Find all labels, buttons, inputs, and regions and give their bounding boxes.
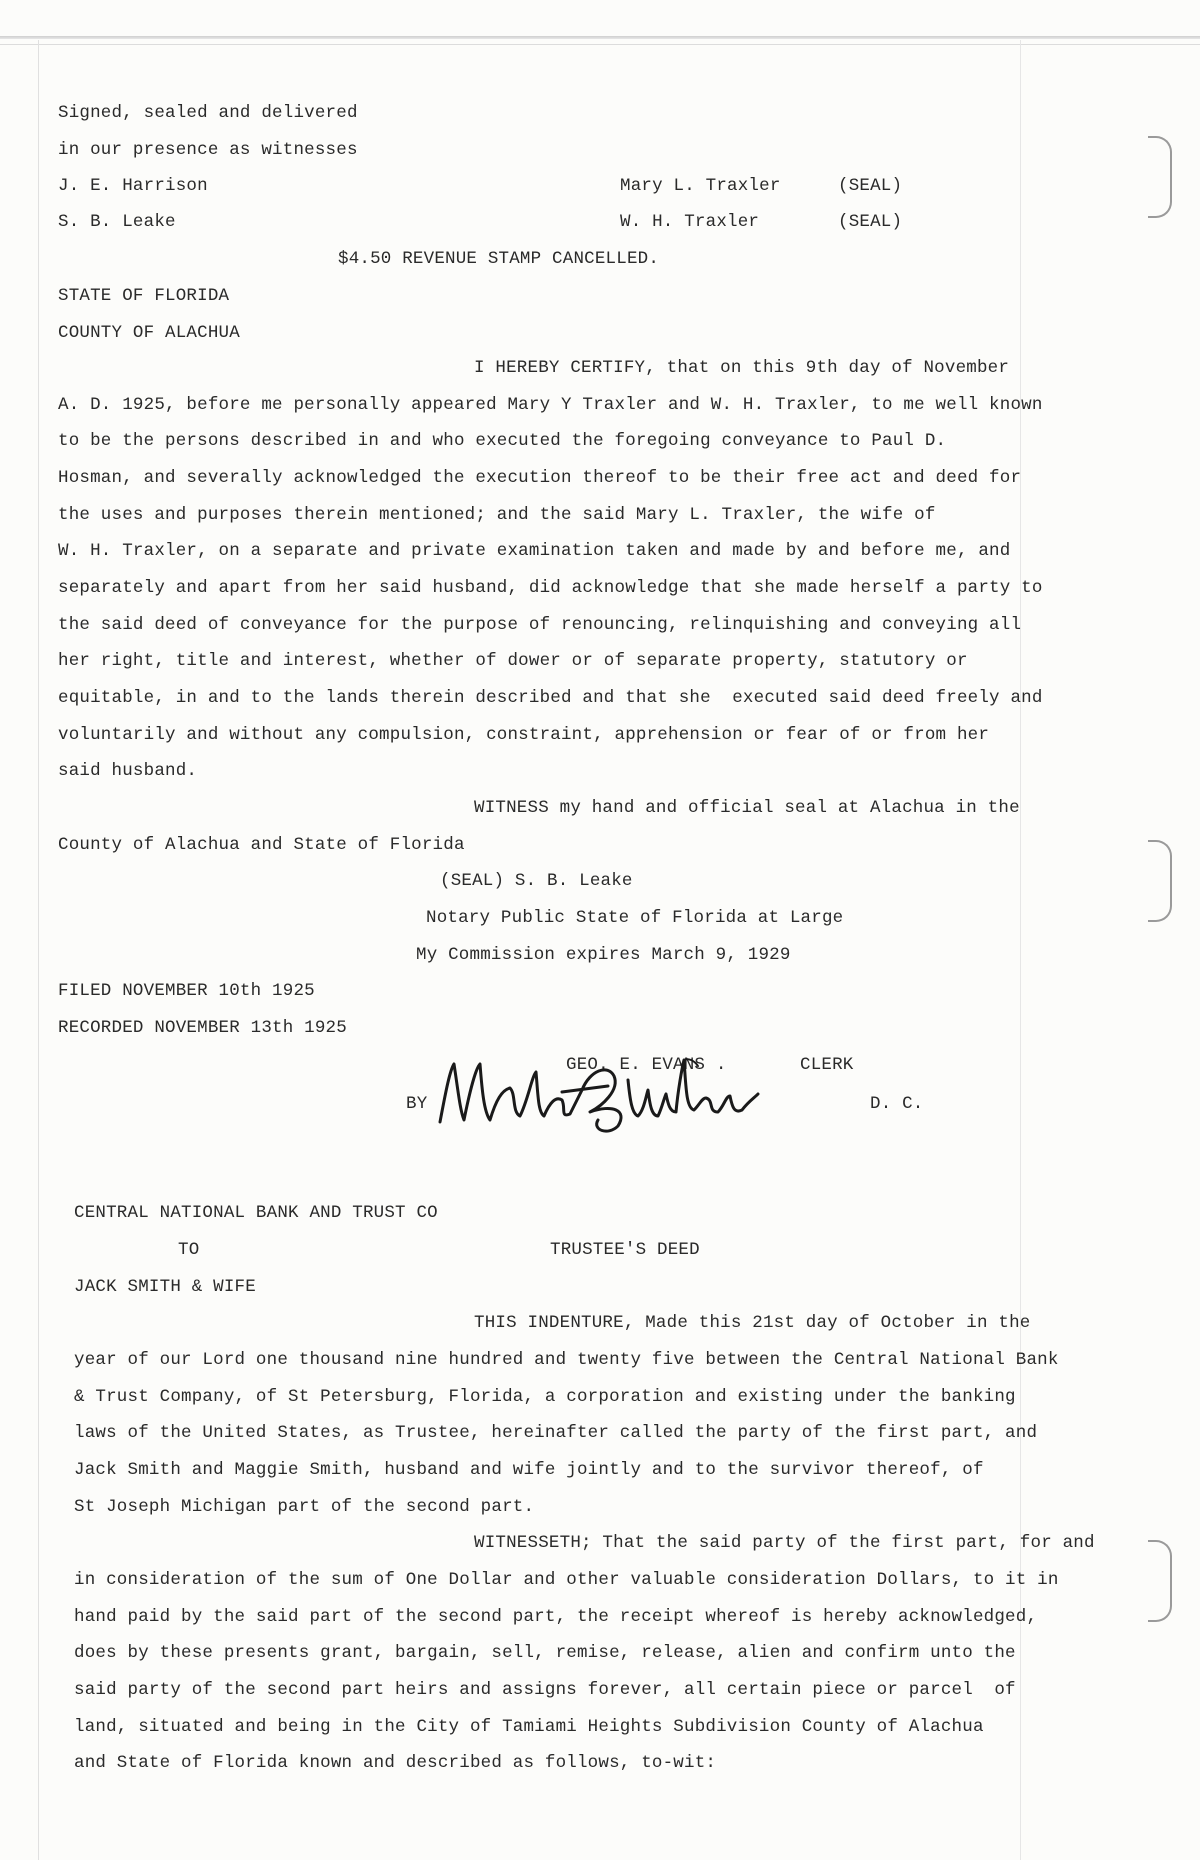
witness-intro-line2: in our presence as witnesses [58, 140, 358, 160]
witness-name-2: S. B. Leake [58, 212, 176, 232]
ack-line: Hosman, and severally acknowledged the execution thereof to be their free act and deed for [58, 468, 1022, 488]
binder-hole-icon [1148, 136, 1172, 218]
seal-label-2: (SEAL) [838, 212, 903, 232]
seal-label-1: (SEAL) [838, 176, 903, 196]
ack-line: to be the persons described in and who executed the foregoing conveyance to Paul D. [58, 431, 947, 451]
to-label: TO [178, 1240, 200, 1260]
binder-hole-icon [1148, 1540, 1172, 1622]
deed-line: St Joseph Michigan part of the second part. [74, 1497, 535, 1517]
signer-name-1: Mary L. Traxler [620, 176, 781, 196]
ack-line: separately and apart from her said husband, did acknowledge that she made herself a party to [58, 578, 1043, 598]
notary-commission: My Commission expires March 9, 1929 [416, 945, 791, 965]
ack-line: A. D. 1925, before me personally appeared Mary Y Traxler and W. H. Traxler, to me well known [58, 395, 1043, 415]
binder-hole-icon [1148, 840, 1172, 922]
clerk-title: CLERK [800, 1055, 854, 1075]
ack-line: voluntarily and without any compulsion, constraint, apprehension or fear of or from her [58, 725, 990, 745]
top-border [0, 36, 1200, 39]
ack-line: W. H. Traxler, on a separate and private examination taken and made by and before me, and [58, 541, 1011, 561]
deed-line: in consideration of the sum of One Dollar and other valuable consideration Dollars, to it in [74, 1570, 1059, 1590]
ack-line: I HEREBY CERTIFY, that on this 9th day of November [474, 358, 1010, 378]
revenue-stamp-note: $4.50 REVENUE STAMP CANCELLED. [338, 249, 660, 269]
left-margin-rule [38, 40, 39, 1860]
deed-line: hand paid by the said part of the second part, the receipt whereof is hereby acknowledged, [74, 1607, 1038, 1627]
witness-intro-line1: Signed, sealed and delivered [58, 103, 358, 123]
ack-line: the uses and purposes therein mentioned; and the said Mary L. Traxler, the wife of [58, 505, 936, 525]
deed-line: & Trust Company, of St Petersburg, Florida, a corporation and existing under the banking [74, 1387, 1016, 1407]
deed-line: year of our Lord one thousand nine hundred and twenty five between the Central National Bank [74, 1350, 1059, 1370]
recorded-date: RECORDED NOVEMBER 13th 1925 [58, 1018, 347, 1038]
by-label: BY [406, 1094, 428, 1114]
deed-line: land, situated and being in the City of Tamiami Heights Subdivision County of Alachua [74, 1717, 984, 1737]
ack-line: said husband. [58, 761, 198, 781]
state-heading: STATE OF FLORIDA [58, 286, 230, 306]
grantor-name: CENTRAL NATIONAL BANK AND TRUST CO [74, 1203, 438, 1223]
deed-line: does by these presents grant, bargain, sell, remise, release, alien and confirm unto the [74, 1643, 1016, 1663]
ack-line: equitable, in and to the lands therein described and that she executed said deed freely and [58, 688, 1043, 708]
county-heading: COUNTY OF ALACHUA [58, 323, 240, 343]
witness-hand-line: WITNESS my hand and official seal at Alachua in the [474, 798, 1020, 818]
ack-line: her right, title and interest, whether of dower or of separate property, statutory or [58, 651, 968, 671]
deed-type-title: TRUSTEE'S DEED [550, 1240, 700, 1260]
deputy-clerk-signature [432, 1050, 762, 1138]
deputy-clerk-label: D. C. [870, 1094, 924, 1114]
clerk-name: GEO. E. EVANS . [566, 1055, 727, 1075]
signer-name-2: W. H. Traxler [620, 212, 760, 232]
witness-name-1: J. E. Harrison [58, 176, 208, 196]
notary-seal-name: (SEAL) S. B. Leake [440, 871, 633, 891]
grantee-name: JACK SMITH & WIFE [74, 1277, 256, 1297]
deed-line: THIS INDENTURE, Made this 21st day of October in the [474, 1313, 1031, 1333]
ack-line: the said deed of conveyance for the purpose of renouncing, relinquishing and conveying all [58, 615, 1022, 635]
county-state-line: County of Alachua and State of Florida [58, 835, 465, 855]
deed-line: laws of the United States, as Trustee, hereinafter called the party of the first part, and [74, 1423, 1038, 1443]
deed-line: said party of the second part heirs and assigns forever, all certain piece or parcel of [74, 1680, 1016, 1700]
notary-title: Notary Public State of Florida at Large [426, 908, 844, 928]
filed-date: FILED NOVEMBER 10th 1925 [58, 981, 315, 1001]
deed-line: Jack Smith and Maggie Smith, husband and wife jointly and to the survivor thereof, of [74, 1460, 984, 1480]
deed-line: WITNESSETH; That the said party of the first part, for and [474, 1533, 1095, 1553]
deed-line: and State of Florida known and described as follows, to-wit: [74, 1753, 717, 1773]
